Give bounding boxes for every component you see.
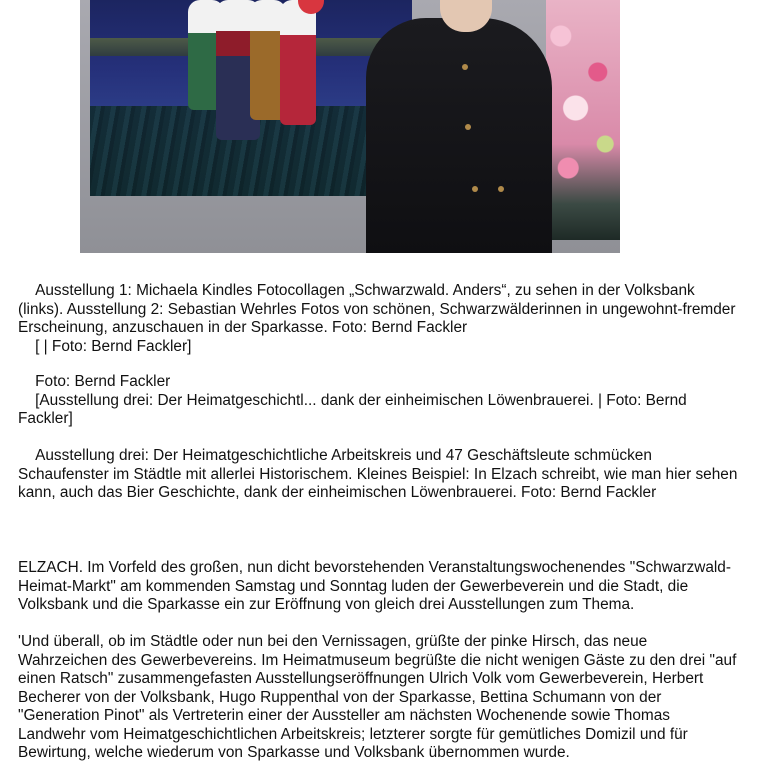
photo-person xyxy=(366,18,552,253)
article-paragraph: ELZACH. Im Vorfeld des großen, nun dicht bevorstehenden Veranstaltungswochenendes "Schwarzwald-Heimat-Markt" am kommenden Samstag und Sonntag luden der Gewerbeverein und die Stadt, die Volksbank und die Sparkasse ein zur Eröffnung von gleich drei Ausstellungen zum Thema. xyxy=(18,559,731,613)
photo-figure xyxy=(280,0,316,125)
photo-caption: Foto: Bernd Fackler [Ausstellung drei: Der Heimatgeschichtl... dank der einheimischen Löwenbrauerei. | Foto: Bernd Fackler] xyxy=(18,373,687,427)
article-photo xyxy=(80,0,620,253)
photo-collage-artwork xyxy=(90,0,412,196)
photo-floral-artwork xyxy=(546,0,620,240)
photo-caption: Ausstellung drei: Der Heimatgeschichtliche Arbeitskreis und 47 Geschäftsleute schmücken Schaufenster im Städtle mit allerlei Historischem. Kleines Beispiel: In Elzach schreibt, wie man hier sehen kann, auch das Bier Geschichte, dank der einheimischen Löwenbrauerei. Foto: Bernd Fackler xyxy=(18,447,742,501)
article-paragraph: 'Und überall, ob im Städtle oder nun bei den Vernissagen, grüßte der pinke Hirsch, das neue Wahrzeichen des Gewerbevereins. Im Heimatmuseum begrüßte die nicht wenigen Gäste zu den drei "auf einen Ratsch" zusammengefasten Ausstellungseröffnungen Ulrich Volk vom Gewerbeverein, Herbert Becherer von der Volksbank, Hugo Ruppenthal von der Sparkasse, Bettina Schumann von der "Generation Pinot" als Vertreterin einer der Aussteller am nächsten Wochenende sowie Thomas Landwehr vom Heimatgeschichtlichen Arbeitskreis; letzterer sorgte für gemütliches Domizil und für Bewirtung, welche wiederum von Sparkasse und Volksbank übernommen wurde. xyxy=(18,633,741,761)
photo-caption: Ausstellung 1: Michaela Kindles Fotocollagen „Schwarzwald. Anders“, zu sehen in der Volksbank (links). Ausstellung 2: Sebastian Wehrles Fotos von schönen, Schwarzwälderinnen in ungewohnt-fremder Erscheinung, anzuschauen in der Sparkasse. Foto: Bernd Fackler [ | Foto: Bernd Fackler] xyxy=(18,282,736,355)
